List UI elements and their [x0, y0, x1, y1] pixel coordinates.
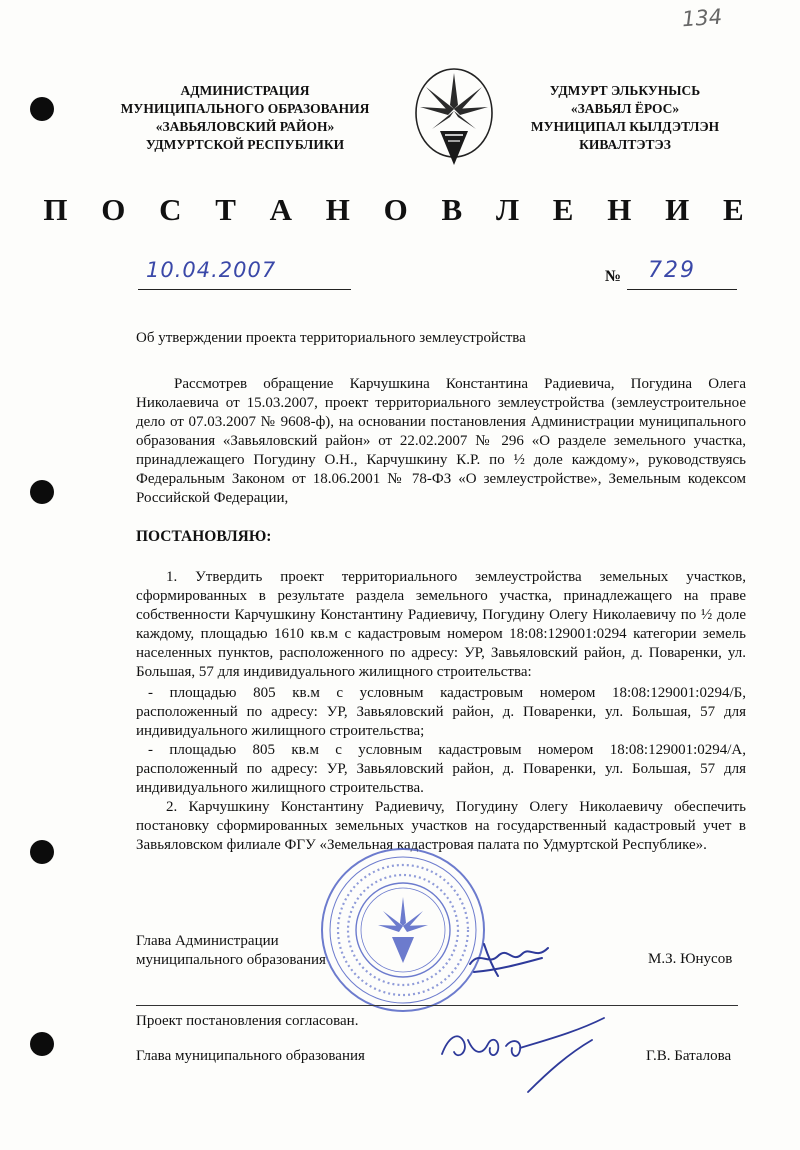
signature-2-icon: [428, 1010, 613, 1095]
signatory-2-title: Глава муниципального образования: [136, 1048, 365, 1064]
header-right-line: МУНИЦИПАЛ КЫЛДЭТЛЭН: [530, 119, 720, 134]
document-date: 10.04.2007: [146, 258, 277, 282]
date-underline: [138, 289, 351, 290]
header-left-line: МУНИЦИПАЛЬНОГО ОБРАЗОВАНИЯ: [120, 101, 370, 116]
separator-line: [136, 1005, 738, 1006]
signatory-1-name: М.З. Юнусов: [648, 951, 733, 967]
header-left-line: «ЗАВЬЯЛОВСКИЙ РАЙОН»: [155, 119, 335, 134]
document-title: П О С Т А Н О В Л Е Н И Е: [43, 192, 757, 227]
header-left-line: АДМИНИСТРАЦИЯ: [180, 83, 310, 98]
binder-hole: [30, 1032, 54, 1056]
binder-hole: [30, 480, 54, 504]
header-right-line: «ЗАВЬЯЛ ЁРОС»: [570, 101, 680, 116]
signatory-1-title-line: муниципального образования: [136, 952, 326, 968]
signature-1-icon: [458, 930, 558, 990]
decree-item-1-sub-b: - площадью 805 кв.м с условным кадастровым номером 18:08:129001:0294/Б, расположенный по адресу: УР, Завьяловский район, д. Поваренки, ул. Большая, 57 для индивидуального жилищного строительства;: [136, 685, 746, 739]
approval-note: Проект постановления согласован.: [136, 1013, 359, 1029]
header-left: [95, 82, 395, 154]
header-right-line: УДМУРТ ЭЛЬКУНЫСЬ: [549, 83, 701, 98]
emblem-icon: [412, 65, 496, 171]
signatory-2-name: Г.В. Баталова: [646, 1048, 732, 1064]
decree-item-1-sub-a: - площадью 805 кв.м с условным кадастровым номером 18:08:129001:0294/А, расположенный по адресу: УР, Завьяловский район, д. Поваренки, ул. Большая, 57 для индивидуального жилищного строительства.: [136, 742, 746, 796]
binder-hole: [30, 97, 54, 121]
signatory-1-title: [136, 932, 326, 970]
binder-hole: [30, 840, 54, 864]
page-number: 134: [681, 4, 723, 32]
number-underline: [627, 289, 737, 290]
signatory-1-title-line: Глава Администрации: [136, 933, 279, 949]
decree-item-1: 1. Утвердить проект территориального землеустройства земельных участков, сформированных в результате раздела земельного участка, принадлежащего на праве собственности Карчушкину Константину Радиевичу, Погудину Олегу Николаевичу по ½ доле каждому, площадью 1610 кв.м с кадастровым номером 18:08:129001:0294 категории земель населенных пунктов, расположенного по адресу: УР, Завьяловский район, д. Поваренки, ул. Большая, 57 для индивидуального жилищного строительства:: [136, 569, 746, 680]
document-number: 729: [648, 258, 696, 283]
decree-item-2: 2. Карчушкину Константину Радиевичу, Погудину Олегу Николаевичу обеспечить постановку сформированных земельных участков на государственный кадастровый учет в Завьяловском филиале ФГУ «Земельная кадастровая палата по Удмуртской Республике».: [136, 799, 746, 853]
header-right-line: КИВАЛТЭТЭЗ: [579, 137, 671, 152]
header-right: [510, 82, 740, 154]
decree-heading: ПОСТАНОВЛЯЮ:: [136, 528, 272, 545]
number-label: №: [605, 268, 622, 285]
intro-paragraph: Рассмотрев обращение Карчушкина Константина Радиевича, Погудина Олега Николаевича от 15.03.2007, проект территориального землеустройства (землеустроительное дело от 07.03.2007 № 9608-ф), на основании постановления Администрации муниципального образования «Завьяловский район» от 22.02.2007 № 296 «О разделе земельного участка, принадлежащего Погудину О.Н., Карчушкину К.Р. по ½ доле каждому», руководствуясь Федеральным Законом от 18.06.2001 № 78-ФЗ «О землеустройстве», Земельным кодексом Российской Федерации,: [136, 376, 746, 506]
document-subject: Об утверждении проекта территориального землеустройства: [136, 330, 526, 346]
header-left-line: УДМУРТСКОЙ РЕСПУБЛИКИ: [145, 137, 345, 152]
